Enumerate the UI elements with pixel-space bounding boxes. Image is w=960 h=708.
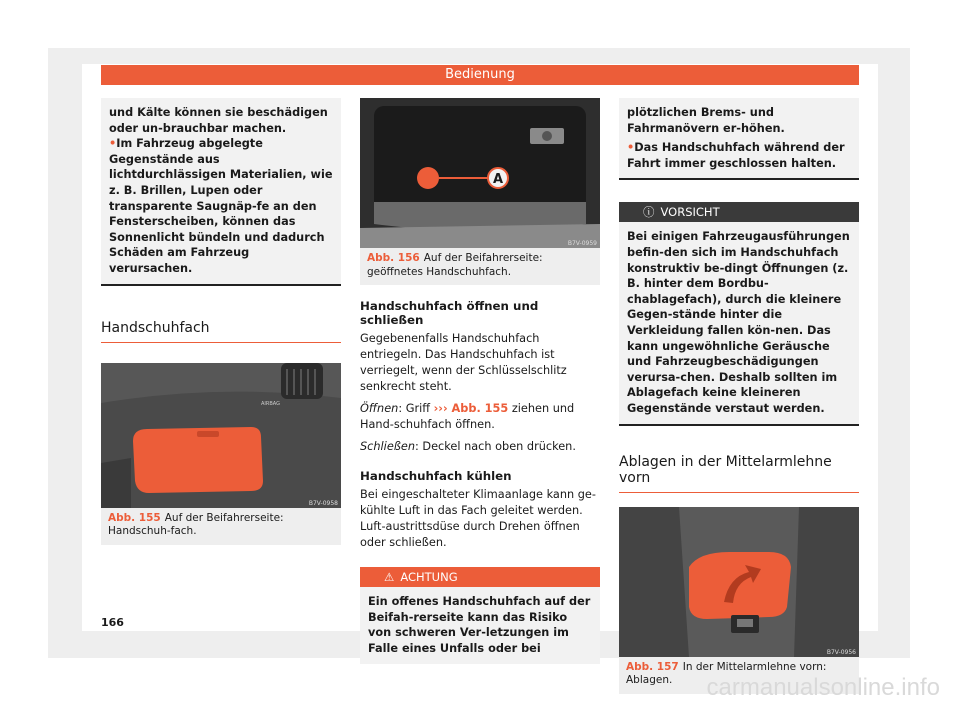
figure-156 [360,98,600,285]
figure-ref: Abb. 156 [367,252,420,264]
caption-text: Auf der Beifahrerseite: geöffnetes Handschuhfach. [367,252,543,278]
caption-text: In der Mittelarmlehne vorn: Ablagen. [626,660,827,687]
subheading-oeffnen: Handschuhfach öffnen und schließen [360,299,539,328]
warning-text: plötzlichen Brems- und Fahrmanövern er-höhen. [627,106,785,135]
callout-a-label: A [492,172,504,187]
caption-text: Auf der Beifahrerseite: Handschuh-fach. [108,511,284,538]
glovebox-closed-image [101,363,341,508]
paragraph-3 [360,439,600,455]
armrest-image [619,507,859,657]
warning-continuation [619,98,859,180]
caution-text: Bei einigen Fahrzeugausführungen befin-den sich im Handschuhfach konstruktiv be-dingt Öffnungen (z. B. hinter dem Bordbu-chablagefach), durch die kleinere Gegen-stände hinter die Verkleidung fallen kön-nen. Das kann ungewöhnliche Geräusche und Fahrzeugbeschädigungen verursa-chen. Deshalb sollten im Ablagefach keine kleineren Gegenstände verstaut werden. [619,222,859,425]
figure-link[interactable]: ››› Abb. 155 [433,402,509,416]
watermark: carmanualsonline.info [706,674,940,701]
label-schliessen: Schließen [360,440,415,454]
paragraph-1: Gegebenenfalls Handschuhfach entriegeln. Das Handschuhfach ist verriegelt, wenn der Schlüsselschlitz senkrecht steht. [360,332,567,394]
warning-text: Ein offenes Handschuhfach auf der Beifah-rerseite kann das Risiko von schweren Ver-letzungen im Falle eines Unfalls oder bei [360,587,600,663]
glovebox-open-image [360,98,600,248]
warning-title: ACHTUNG [400,570,458,585]
warning-bullet: • Im Fahrzeug abgelegte Gegenstände aus lichtdurchlässigen Materialien, wie z. B. Brillen, Lupen oder transparente Saugnäp-fe an den Fensterscheiben, können das Sonnenlicht bündeln und dadurch Schäden am Fahrzeug verursachen. [109,136,333,276]
page-header: Bedienung [101,65,859,85]
warning-header [360,567,600,587]
paragraph-4: Bei eingeschalteter Klimaanlage kann ge-kühlte Luft in das Fach geleitet werden. Luft-austrittsdüse durch Drehen öffnen oder schließen. [360,488,596,550]
warning-continuation [101,98,341,286]
caution-box [619,202,859,425]
subheading-kuehlen: Handschuhfach kühlen [360,469,512,484]
airbag-label: AIRBAG [261,400,281,407]
figure-157 [619,507,859,694]
section-title-handschuhfach: Handschuhfach [101,320,341,343]
text: : Deckel nach oben drücken. [415,440,576,454]
figure-caption [360,248,600,285]
warning-text: und Kälte können sie beschädigen oder un-brauchbar machen. [109,106,328,135]
column-1 [101,98,341,545]
figure-caption [101,508,341,545]
section-title-mittelarmlehne: Ablagen in der Mittelarmlehne vorn [619,454,859,493]
image-id: B7V-0958 [308,499,338,507]
label-oeffnen: Öffnen [360,402,399,416]
figure-155 [101,363,341,545]
warning-bullet: • Das Handschuhfach während der Fahrt immer geschlossen halten. [627,140,851,171]
image-id: B7V-0959 [567,240,597,247]
info-circle-icon: ⓘ [643,205,655,220]
caution-title: VORSICHT [660,205,720,220]
figure-ref: Abb. 157 [626,660,679,673]
paragraph-2 [360,401,600,433]
text: : Griff [398,402,434,416]
column-2 [360,98,600,664]
page-number: 166 [101,616,124,629]
column-3 [619,98,859,694]
caution-header [619,202,859,222]
warning-triangle-icon: ⚠ [384,570,395,585]
warning-box [360,567,600,663]
figure-ref: Abb. 155 [108,511,161,524]
text: ziehen und Hand-schuhfach öffnen. [360,402,575,432]
image-id: B7V-0956 [826,648,856,656]
